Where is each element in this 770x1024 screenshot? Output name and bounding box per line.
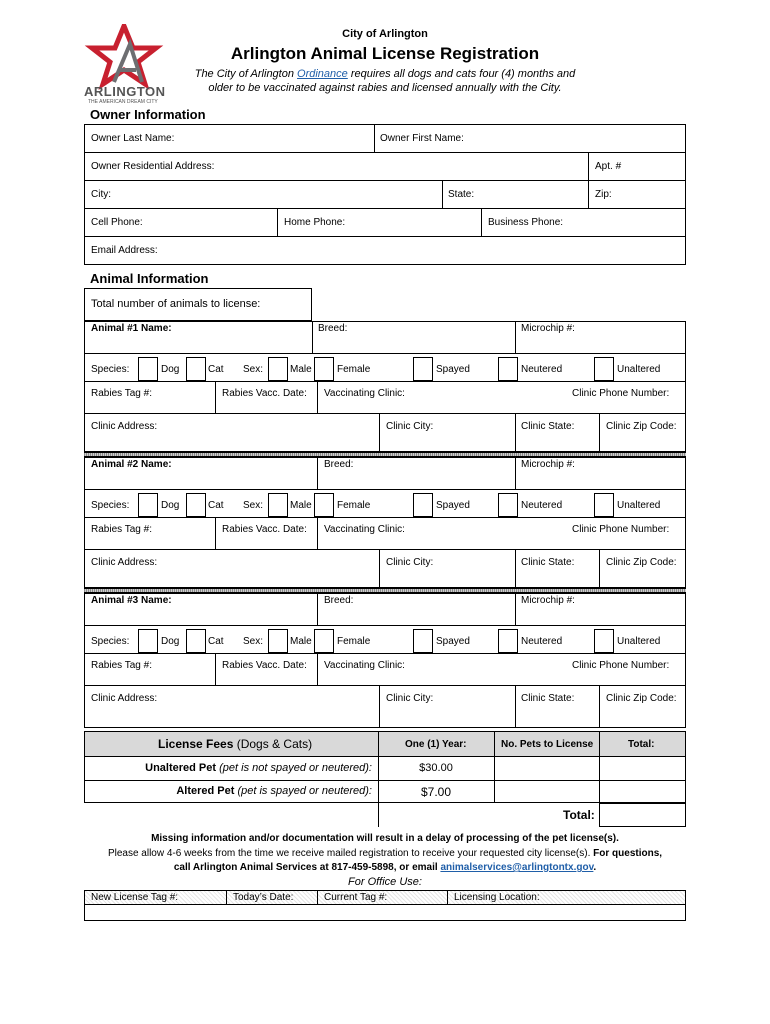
col-divider xyxy=(599,549,600,588)
unaltered-fee-label xyxy=(84,762,372,774)
clinic-state-field[interactable]: Clinic State: xyxy=(521,557,575,568)
col-divider xyxy=(317,381,318,413)
clinic-zip-field[interactable]: Clinic Zip Code: xyxy=(606,421,677,432)
logo-tagline: THE AMERICAN DREAM CITY xyxy=(88,99,158,105)
col-divider xyxy=(515,413,516,452)
row-divider xyxy=(84,180,686,181)
unaltered-checkbox[interactable] xyxy=(594,357,614,381)
state-field[interactable]: State: xyxy=(448,189,475,200)
new-tag-field[interactable]: New License Tag #: xyxy=(91,892,179,903)
animal-name-field[interactable]: Animal #3 Name: xyxy=(91,595,172,606)
rabies-tag-field[interactable]: Rabies Tag #: xyxy=(91,660,152,671)
notice-line-1: Missing information and/or documentation will result in a delay of processing of the pet license(s). xyxy=(151,833,619,844)
breed-field[interactable]: Breed: xyxy=(324,459,354,470)
owner-last-name-field[interactable]: Owner Last Name: xyxy=(91,133,175,144)
one-year-header: One (1) Year: xyxy=(405,739,467,750)
male-label: Male xyxy=(290,636,312,647)
sex-label: Sex: xyxy=(243,636,264,647)
ordinance-link[interactable]: Ordinance xyxy=(297,68,348,80)
city-field[interactable]: City: xyxy=(91,189,111,200)
breed-field[interactable]: Breed: xyxy=(324,595,354,606)
email-link[interactable]: animalservices@arlingtontx.gov xyxy=(440,862,594,873)
female-label: Female xyxy=(337,500,371,511)
cat-checkbox[interactable] xyxy=(186,493,206,517)
logo-wordmark: ARLINGTON xyxy=(84,84,166,99)
clinic-city-field[interactable]: Clinic City: xyxy=(386,557,434,568)
home-phone-field[interactable]: Home Phone: xyxy=(284,217,346,228)
species-label: Species: xyxy=(91,500,130,511)
neutered-label: Neutered xyxy=(521,636,563,647)
col-divider xyxy=(374,124,375,152)
col-divider xyxy=(515,685,516,728)
spayed-checkbox[interactable] xyxy=(413,629,433,653)
unaltered-label: Unaltered xyxy=(617,364,661,375)
apt-field[interactable]: Apt. # xyxy=(595,161,622,172)
unaltered-bold: Unaltered Pet xyxy=(145,762,217,774)
clinic-address-field[interactable]: Clinic Address: xyxy=(91,693,158,704)
male-checkbox[interactable] xyxy=(268,493,288,517)
notice-line-3 xyxy=(0,862,770,873)
dog-label: Dog xyxy=(161,500,180,511)
clinic-phone-field[interactable]: Clinic Phone Number: xyxy=(572,524,670,535)
female-label: Female xyxy=(337,636,371,647)
row-divider xyxy=(84,517,686,518)
total-header: Total: xyxy=(628,739,655,750)
dog-checkbox[interactable] xyxy=(138,357,158,381)
spayed-checkbox[interactable] xyxy=(413,493,433,517)
email-field[interactable]: Email Address: xyxy=(91,245,158,256)
col-divider xyxy=(515,321,516,353)
neutered-label: Neutered xyxy=(521,500,563,511)
microchip-field[interactable]: Microchip #: xyxy=(521,323,575,334)
rabies-tag-field[interactable]: Rabies Tag #: xyxy=(91,524,152,535)
owner-first-name-field[interactable]: Owner First Name: xyxy=(380,133,464,144)
col-divider xyxy=(447,890,448,905)
col-divider xyxy=(588,152,589,208)
sex-label: Sex: xyxy=(243,500,264,511)
row-divider xyxy=(84,152,686,153)
col-divider xyxy=(442,180,443,208)
male-label: Male xyxy=(290,500,312,511)
altered-bold: Altered Pet xyxy=(176,785,235,797)
rabies-vacc-date-field[interactable]: Rabies Vacc. Date: xyxy=(222,524,307,535)
row-divider xyxy=(84,549,686,550)
row-divider xyxy=(84,381,686,382)
clinic-phone-field[interactable]: Clinic Phone Number: xyxy=(572,388,670,399)
neutered-checkbox[interactable] xyxy=(498,357,518,381)
col-divider xyxy=(312,321,313,353)
col-divider xyxy=(481,208,482,236)
row-divider xyxy=(84,685,686,686)
female-checkbox[interactable] xyxy=(314,357,334,381)
unaltered-note: (pet is not spayed or neutered): xyxy=(219,762,372,774)
altered-fee-label xyxy=(84,785,372,797)
female-checkbox[interactable] xyxy=(314,629,334,653)
row-divider xyxy=(84,625,686,626)
col-divider xyxy=(317,890,318,905)
notice-part: For questions, xyxy=(593,848,663,859)
dog-checkbox[interactable] xyxy=(138,493,158,517)
animal-section-heading: Animal Information xyxy=(90,271,209,286)
vaccinating-clinic-field[interactable]: Vaccinating Clinic: xyxy=(324,660,405,671)
grand-total-label: Total: xyxy=(563,808,595,822)
altered-note: (pet is spayed or neutered): xyxy=(237,785,372,797)
cat-checkbox[interactable] xyxy=(186,357,206,381)
vaccinating-clinic-field[interactable]: Vaccinating Clinic: xyxy=(324,388,405,399)
spayed-label: Spayed xyxy=(436,636,470,647)
sex-label: Sex: xyxy=(243,364,264,375)
today-date-field[interactable]: Today’s Date: xyxy=(233,892,294,903)
male-checkbox[interactable] xyxy=(268,629,288,653)
col-divider xyxy=(215,381,216,413)
animal-name-field[interactable]: Animal #1 Name: xyxy=(91,323,172,334)
male-label: Male xyxy=(290,364,312,375)
unaltered-checkbox[interactable] xyxy=(594,629,614,653)
unaltered-price: $30.00 xyxy=(419,762,453,774)
clinic-phone-field[interactable]: Clinic Phone Number: xyxy=(572,660,670,671)
unaltered-label: Unaltered xyxy=(617,500,661,511)
unaltered-label: Unaltered xyxy=(617,636,661,647)
breed-field[interactable]: Breed: xyxy=(318,323,348,334)
animal-name-field[interactable]: Animal #2 Name: xyxy=(91,459,172,470)
species-label: Species: xyxy=(91,636,130,647)
female-checkbox[interactable] xyxy=(314,493,334,517)
dog-label: Dog xyxy=(161,364,180,375)
pets-count-header: No. Pets to License xyxy=(501,739,594,750)
owner-section-heading: Owner Information xyxy=(90,107,206,122)
row-divider xyxy=(84,413,686,414)
clinic-city-field[interactable]: Clinic City: xyxy=(386,693,434,704)
row-divider xyxy=(84,236,686,237)
col-divider xyxy=(515,549,516,588)
clinic-state-field[interactable]: Clinic State: xyxy=(521,421,575,432)
intro-part: older to be vaccinated against rabies and licensed annually with the City. xyxy=(208,82,562,94)
notice-part: Please allow 4-6 weeks from the time we receive mailed registration to receive your requested city license(s). xyxy=(107,848,591,859)
neutered-label: Neutered xyxy=(521,364,563,375)
col-divider xyxy=(317,653,318,685)
spayed-label: Spayed xyxy=(436,364,470,375)
animal-block-frame xyxy=(84,321,686,452)
dog-checkbox[interactable] xyxy=(138,629,158,653)
row-divider xyxy=(84,780,686,781)
current-tag-field[interactable]: Current Tag #: xyxy=(324,892,388,903)
cell-phone-field[interactable]: Cell Phone: xyxy=(91,217,143,228)
clinic-state-field[interactable]: Clinic State: xyxy=(521,693,575,704)
col-divider xyxy=(599,413,600,452)
row-divider xyxy=(84,489,686,490)
intro-text xyxy=(178,67,592,95)
neutered-checkbox[interactable] xyxy=(498,629,518,653)
col-divider xyxy=(599,685,600,728)
intro-part: The City of Arlington xyxy=(194,68,294,80)
zip-field[interactable]: Zip: xyxy=(595,189,612,200)
row-divider xyxy=(84,208,686,209)
col-divider xyxy=(226,890,227,905)
clinic-zip-field[interactable]: Clinic Zip Code: xyxy=(606,693,677,704)
clinic-city-field[interactable]: Clinic City: xyxy=(386,421,434,432)
neutered-checkbox[interactable] xyxy=(498,493,518,517)
col-divider xyxy=(215,653,216,685)
col-divider xyxy=(317,457,318,489)
rabies-vacc-date-field[interactable]: Rabies Vacc. Date: xyxy=(222,660,307,671)
col-divider xyxy=(317,517,318,549)
animal-block-frame xyxy=(84,457,686,588)
cat-label: Cat xyxy=(208,364,224,375)
clinic-address-field[interactable]: Clinic Address: xyxy=(91,557,158,568)
unaltered-checkbox[interactable] xyxy=(594,493,614,517)
col-divider xyxy=(379,549,380,588)
col-divider xyxy=(215,517,216,549)
licensing-location-field[interactable]: Licensing Location: xyxy=(454,892,540,903)
spayed-label: Spayed xyxy=(436,500,470,511)
city-name: City of Arlington xyxy=(342,28,428,40)
fees-heading-bold: License Fees xyxy=(158,737,234,751)
microchip-field[interactable]: Microchip #: xyxy=(521,459,575,470)
row-divider xyxy=(84,653,686,654)
notice-line-2 xyxy=(0,848,770,859)
vaccinating-clinic-field[interactable]: Vaccinating Clinic: xyxy=(324,524,405,535)
cat-checkbox[interactable] xyxy=(186,629,206,653)
notice-part: . xyxy=(593,862,597,873)
col-divider xyxy=(277,208,278,236)
col-divider xyxy=(379,413,380,452)
fees-heading xyxy=(158,737,312,751)
grand-total-box[interactable] xyxy=(599,803,686,827)
rabies-vacc-date-field[interactable]: Rabies Vacc. Date: xyxy=(222,388,307,399)
female-label: Female xyxy=(337,364,371,375)
col-divider xyxy=(515,593,516,625)
total-animals-label: Total number of animals to license: xyxy=(91,298,261,310)
row-divider xyxy=(84,353,686,354)
spayed-checkbox[interactable] xyxy=(413,357,433,381)
male-checkbox[interactable] xyxy=(268,357,288,381)
col-divider xyxy=(379,685,380,728)
rabies-tag-field[interactable]: Rabies Tag #: xyxy=(91,388,152,399)
notice-part: call Arlington Animal Services at 817-459-5898, or email xyxy=(173,862,438,873)
office-use-heading: For Office Use: xyxy=(348,876,422,888)
col-divider xyxy=(317,593,318,625)
page-title: Arlington Animal License Registration xyxy=(230,44,540,63)
intro-part: requires all dogs and cats four (4) months and xyxy=(350,68,576,80)
owner-address-field[interactable]: Owner Residential Address: xyxy=(91,161,215,172)
fees-heading-rest: (Dogs & Cats) xyxy=(236,737,313,751)
altered-price: $7.00 xyxy=(420,785,452,799)
cat-label: Cat xyxy=(208,500,224,511)
clinic-zip-field[interactable]: Clinic Zip Code: xyxy=(606,557,677,568)
business-phone-field[interactable]: Business Phone: xyxy=(488,217,564,228)
cat-label: Cat xyxy=(208,636,224,647)
species-label: Species: xyxy=(91,364,130,375)
microchip-field[interactable]: Microchip #: xyxy=(521,595,575,606)
col-divider xyxy=(515,457,516,489)
clinic-address-field[interactable]: Clinic Address: xyxy=(91,421,158,432)
dog-label: Dog xyxy=(161,636,180,647)
